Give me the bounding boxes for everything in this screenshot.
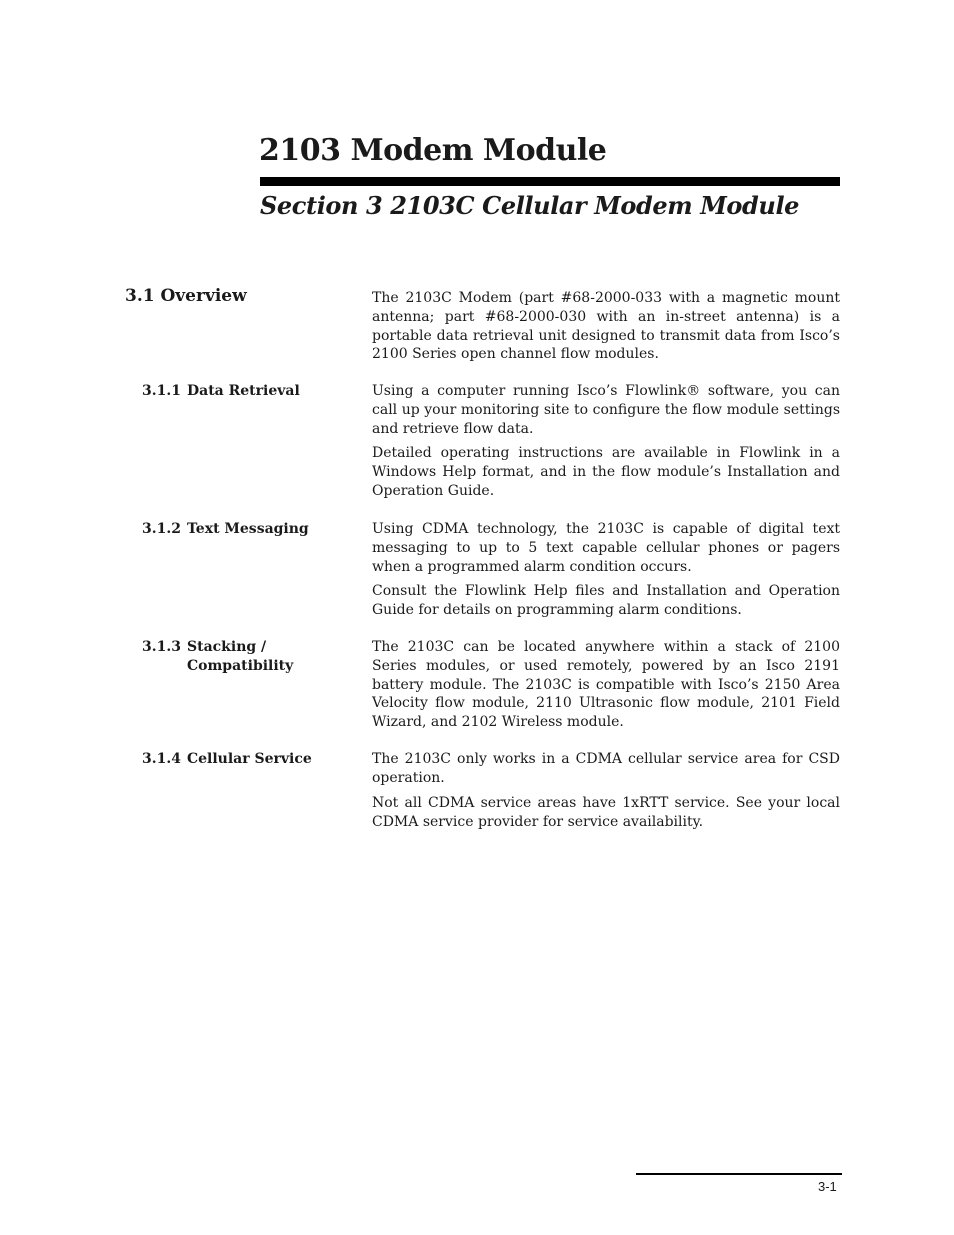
subsection-number: 3.1.3 bbox=[142, 639, 181, 655]
text-messaging-paragraph-1: Using CDMA technology, the 2103C is capable of digital text messaging to up to 5 text capable cellular phones or pagers when a programmed alarm condition occurs. bbox=[372, 521, 840, 575]
footer-rule bbox=[636, 1173, 842, 1175]
section-title: Section 3 2103C Cellular Modem Module bbox=[260, 191, 800, 220]
text-messaging-paragraph-2: Consult the Flowlink Help files and Installation and Operation Guide for details on programming alarm conditions. bbox=[372, 583, 840, 618]
subsection-label-line-2: Compatibility bbox=[187, 658, 294, 674]
subsection-label bbox=[187, 638, 293, 676]
title-rule bbox=[260, 177, 840, 186]
subsection-heading-cellular-service bbox=[142, 750, 312, 769]
data-retrieval-paragraph-1: Using a computer running Isco’s Flowlink® software, you can call up your monitoring site to configure the flow module settings and retrieve flow data. bbox=[372, 383, 840, 437]
cellular-service-paragraph-2: Not all CDMA service areas have 1xRTT service. See your local CDMA service provider for service availability. bbox=[372, 795, 840, 830]
page-number: 3-1 bbox=[818, 1179, 837, 1194]
subsection-heading-stacking-compatibility bbox=[142, 638, 293, 676]
subsection-number: 3.1.4 bbox=[142, 751, 181, 767]
subsection-label: Text Messaging bbox=[187, 521, 309, 537]
overview-paragraph: The 2103C Modem (part #68-2000-033 with a magnetic mount antenna; part #68-2000-030 with an in-street antenna) is a portable data retrieval unit designed to transmit data from Isco’s 2100 Series open channel flow modules. bbox=[372, 290, 840, 363]
document-title: 2103 Modem Module bbox=[259, 133, 607, 168]
cellular-service-paragraph-1: The 2103C only works in a CDMA cellular service area for CSD operation. bbox=[372, 751, 840, 786]
overview-heading: 3.1 Overview bbox=[125, 286, 247, 306]
subsection-heading-data-retrieval bbox=[142, 382, 300, 401]
subsection-number: 3.1.1 bbox=[142, 383, 181, 399]
stacking-paragraph-1: The 2103C can be located anywhere within a stack of 2100 Series modules, or used remotely, powered by an Isco 2191 battery module. The 2103C is compatible with Isco’s 2150 Area Velocity flow module, 2110 Ultrasonic flow module, 2101 Field Wizard, and 2102 Wireless module. bbox=[372, 639, 840, 731]
subsection-label: Data Retrieval bbox=[187, 383, 300, 399]
subsection-heading-text-messaging bbox=[142, 520, 309, 539]
data-retrieval-paragraph-2: Detailed operating instructions are available in Flowlink in a Windows Help format, and in the flow module’s Installation and Operation Guide. bbox=[372, 445, 840, 499]
subsection-label-line-1: Stacking / bbox=[187, 639, 267, 655]
subsection-label: Cellular Service bbox=[187, 751, 312, 767]
subsection-number: 3.1.2 bbox=[142, 521, 181, 537]
